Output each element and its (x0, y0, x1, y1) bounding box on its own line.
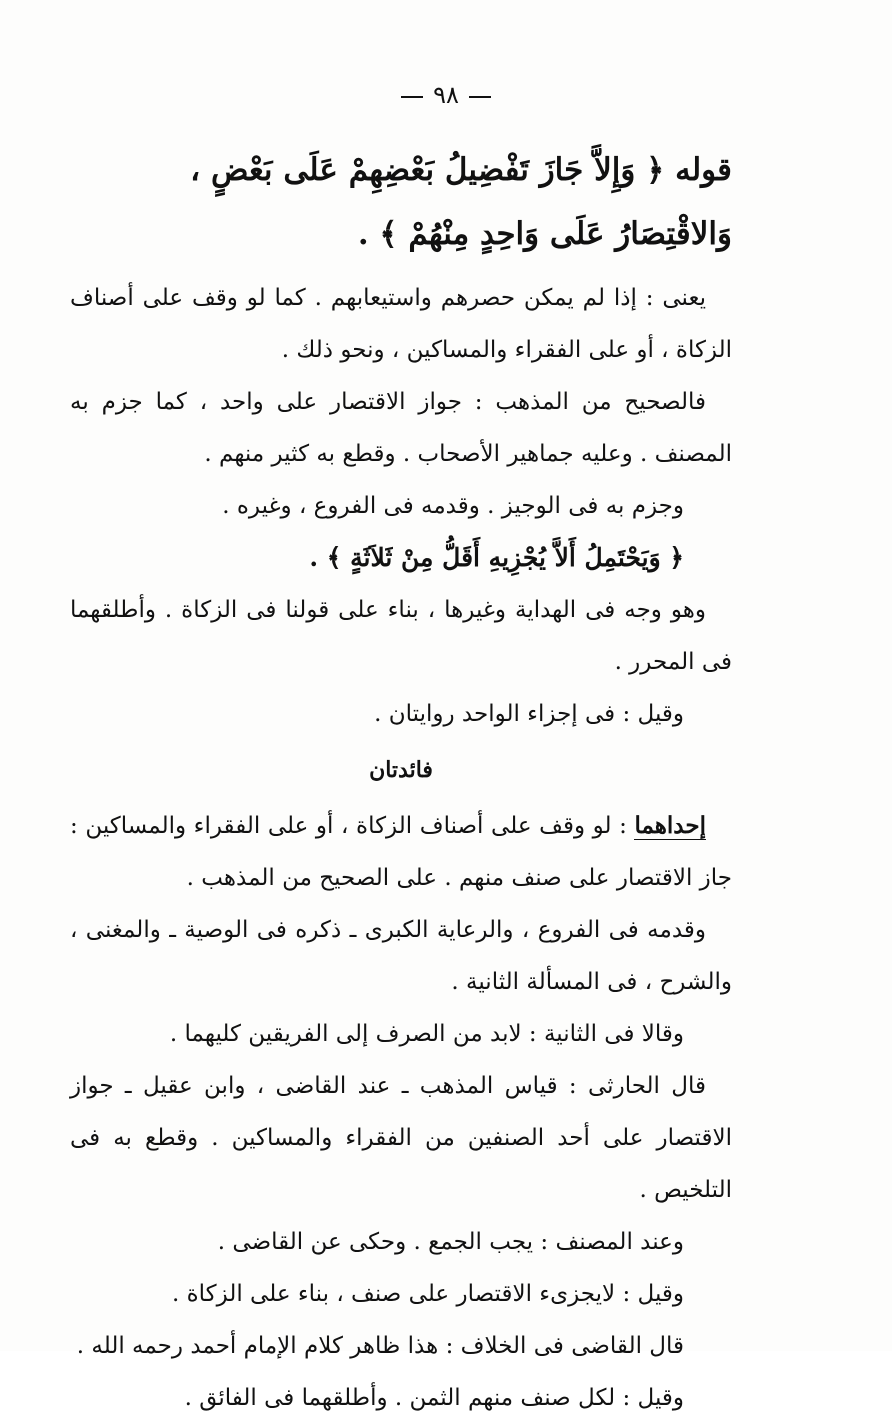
dash-left (469, 96, 491, 98)
page-number (0, 80, 892, 110)
paragraph-4: وهو وجه فى الهداية وغيرها ، بناء على قولنا فى الزكاة . وأطلقهما فى المحرر . (70, 597, 732, 675)
paragraph-6 (70, 800, 732, 904)
dash-right (401, 96, 423, 98)
paragraph-13: وقيل : لكل صنف منهم الثمن . وأطلقهما فى الفائق . (184, 1385, 684, 1411)
quoted-text: ﴿ وَيَحْتَمِلُ أَلاَّ يُجْزِيهِ أَقَلُّ مِنْ ثَلاَثَةٍ ﴾ . (309, 543, 684, 572)
section-heading: قوله ﴿ وَإِلاَّ جَازَ تَفْضِيلُ بَعْضِهِمْ عَلَى بَعْضٍ ، وَالاقْتِصَارُ عَلَى وَاحِدٍ مِنْهُمْ ﴾ . (190, 152, 732, 252)
paragraph-2: فالصحيح من المذهب : جواز الاقتصار على واحد ، كما جزم به المصنف . وعليه جماهير الأصحاب . وقطع به كثير منهم . (70, 389, 732, 467)
paragraph-10: وعند المصنف : يجب الجمع . وحكى عن القاضى . (217, 1229, 684, 1255)
paragraph-9: قال الحارثى : قياس المذهب ـ عند القاضى ، وابن عقيل ـ جواز الاقتصار على أحد الصنفين من الفقراء والمساكين . وقطع به فى التلخيص . (70, 1073, 732, 1203)
paragraph-1: يعنى : إذا لم يمكن حصرهم واستيعابهم . كما لو وقف على أصناف الزكاة ، أو على الفقراء والمساكين ، ونحو ذلك . (70, 285, 732, 363)
paragraph-8: وقالا فى الثانية : لابد من الصرف إلى الفريقين كليهما . (169, 1021, 684, 1047)
subsection-title: فائدتان (369, 757, 433, 783)
paragraph-6-lead: إحداهما (634, 812, 706, 839)
page-body (70, 138, 732, 1424)
paragraph-5: وقيل : فى إجزاء الواحد روايتان . (374, 701, 684, 727)
paragraph-3: وجزم به فى الوجيز . وقدمه فى الفروع ، وغيره . (222, 493, 684, 519)
paragraph-11: وقيل : لايجزىء الاقتصار على صنف ، بناء على الزكاة . (172, 1281, 684, 1307)
page-number-text: ٩٨ (433, 81, 459, 109)
paragraph-7: وقدمه فى الفروع ، والرعاية الكبرى ـ ذكره فى الوصية ـ والمغنى ، والشرح ، فى المسألة الثانية . (70, 917, 732, 995)
paragraph-12: قال القاضى فى الخلاف : هذا ظاهر كلام الإمام أحمد رحمه الله . (76, 1333, 684, 1359)
paragraph-6-text: : لو وقف على أصناف الزكاة ، أو على الفقراء والمساكين : جاز الاقتصار على صنف منهم . على الصحيح من المذهب . (70, 813, 732, 891)
